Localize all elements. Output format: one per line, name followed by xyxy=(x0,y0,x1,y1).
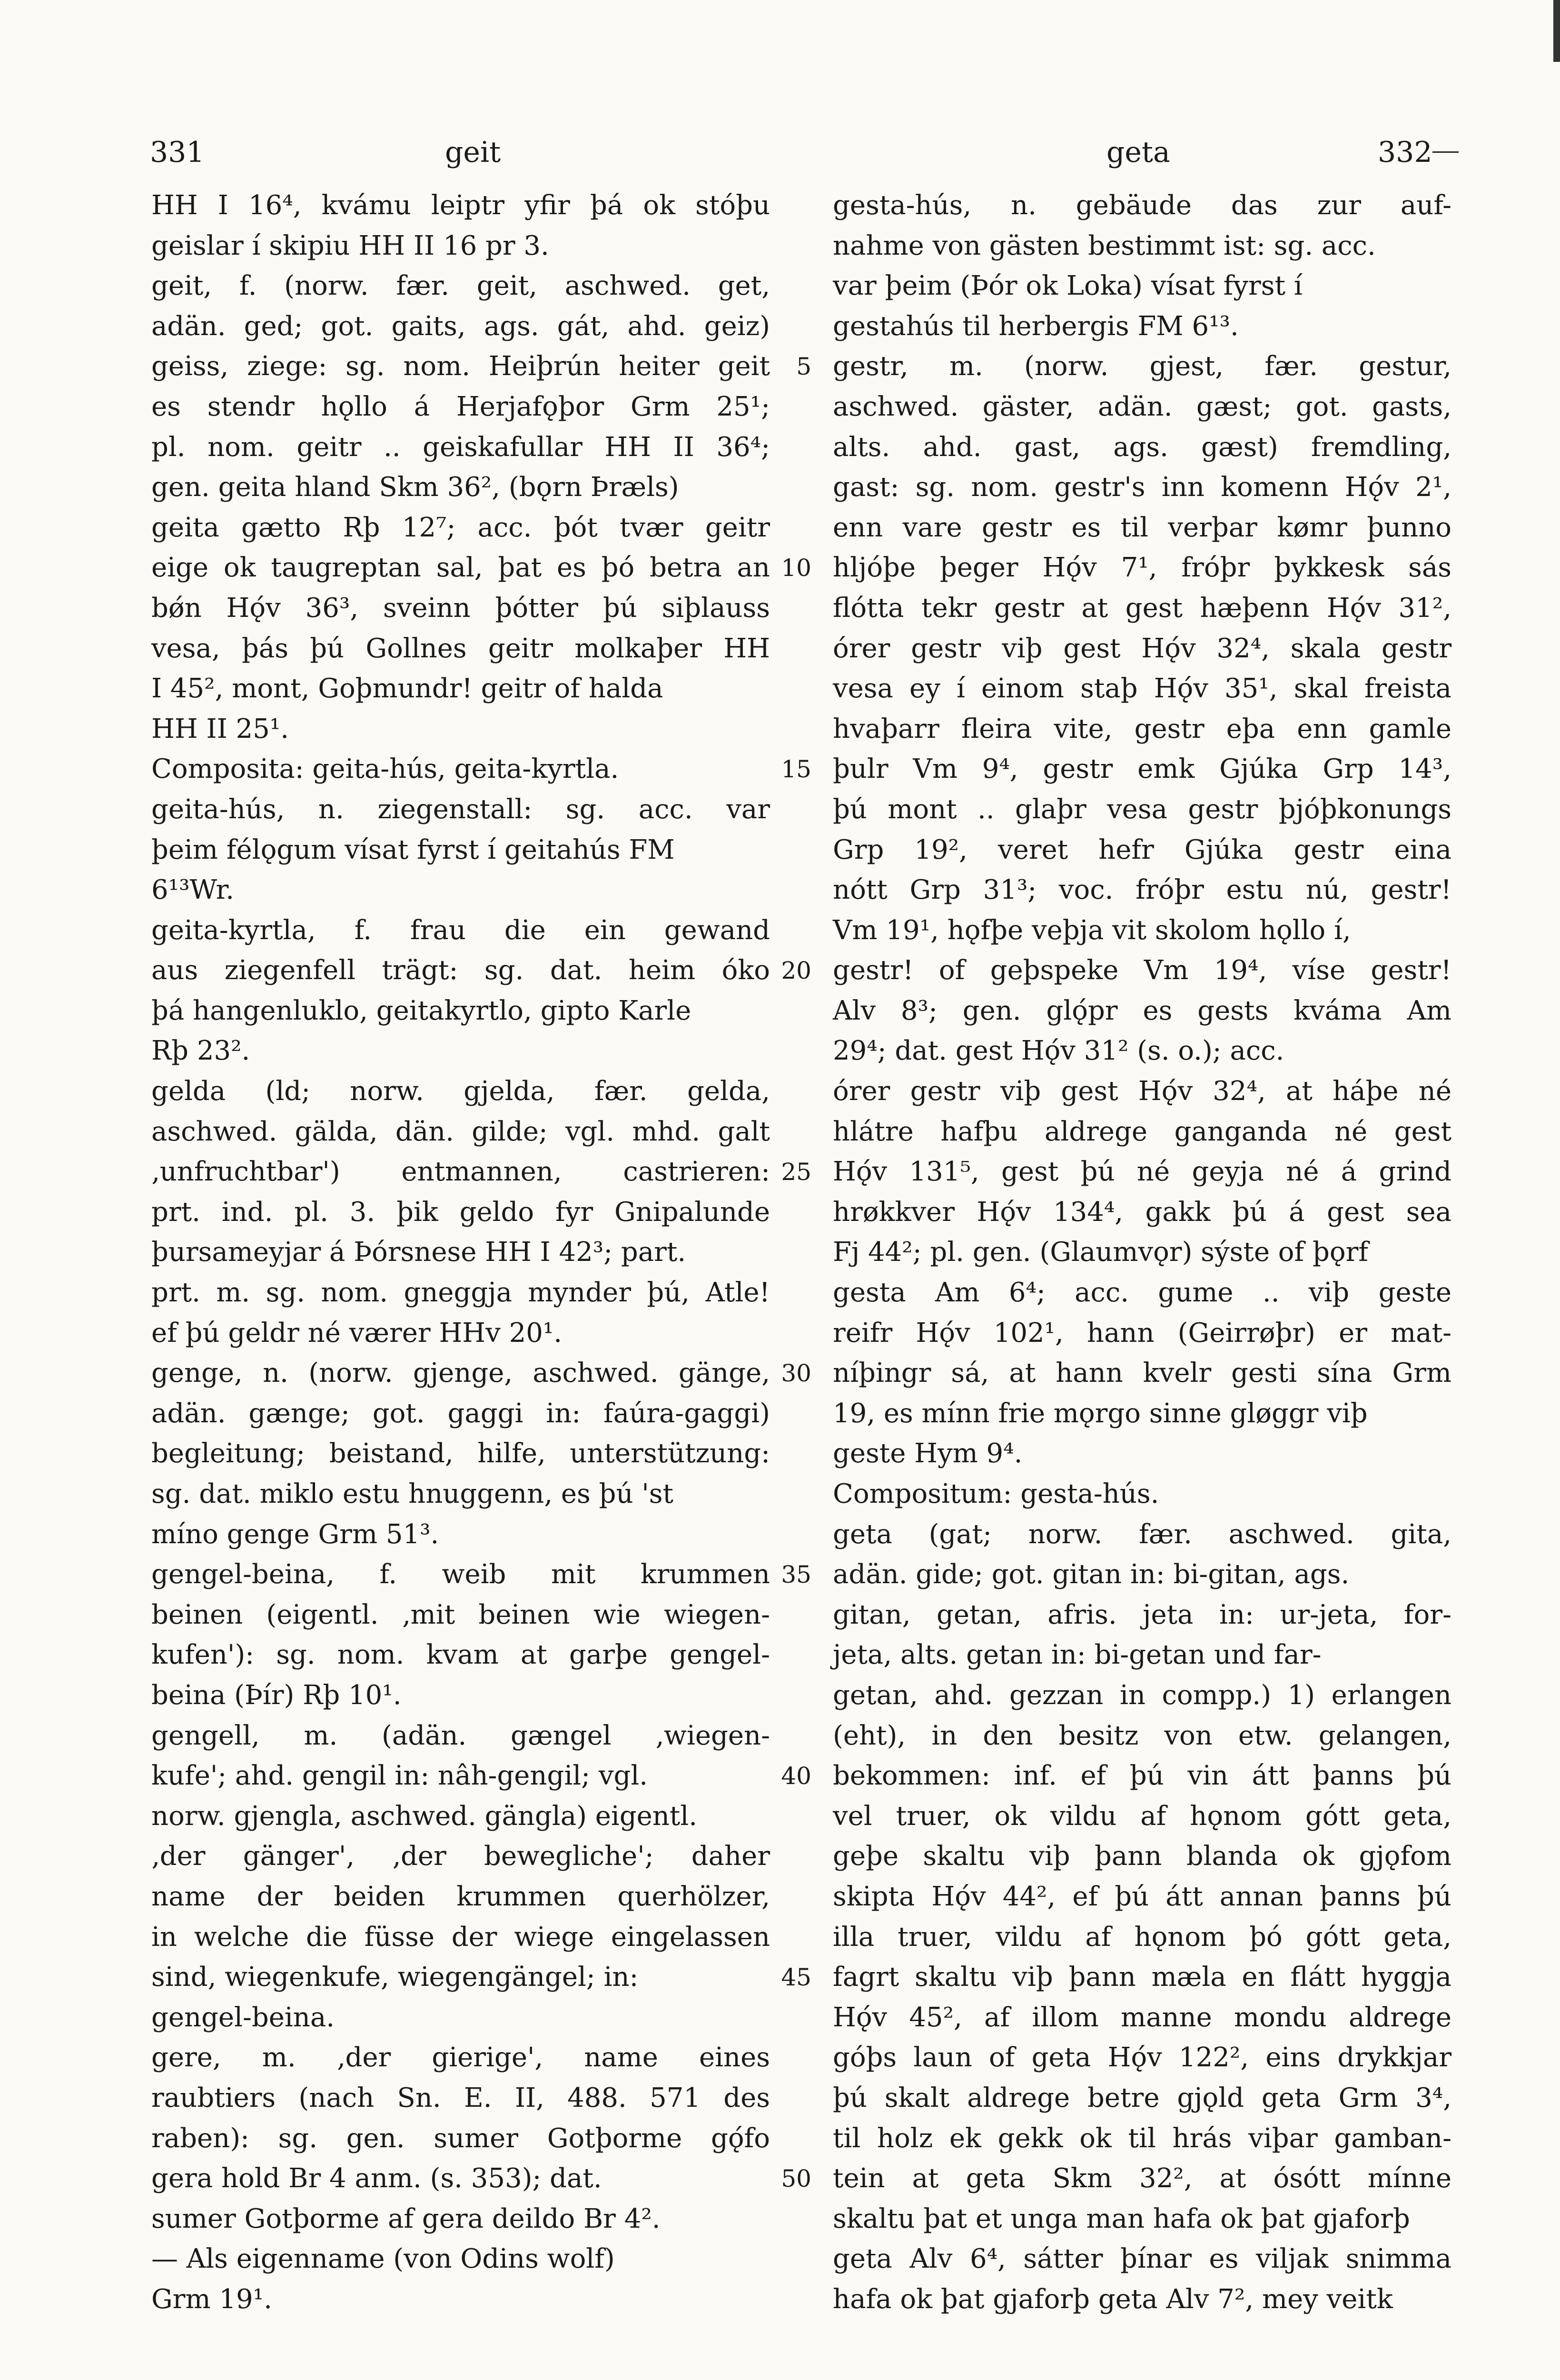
text-line: adän. gænge; got. gaggi in: faúra-gaggi) xyxy=(151,1398,770,1429)
text-line: 29⁴; dat. gest Hǫ́v 31² (s. o.); acc. xyxy=(833,1035,1284,1067)
text-line: prt. ind. pl. 3. þik geldo fyr Gnipalunde xyxy=(151,1196,770,1228)
text-line: geislar í skipiu HH II 16 pr 3. xyxy=(151,230,549,261)
text-line: nahme von gästen bestimmt ist: sg. acc. xyxy=(833,230,1376,261)
text-line: þulr Vm 9⁴, gestr emk Gjúka Grp 14³, xyxy=(833,754,1451,785)
text-line: ‚unfruchtbar') entmannen, castrieren: xyxy=(151,1156,770,1188)
text-line: getan, ahd. gezzan in compp.) 1) erlangen xyxy=(833,1679,1451,1711)
text-line: gestr! of geþspeke Vm 19⁴, víse gestr! xyxy=(833,955,1451,986)
text-line: gengell, m. (adän. gængel ‚wiegen- xyxy=(151,1720,770,1751)
text-line: adän. ged; got. gaits, ags. gát, ahd. geiz) xyxy=(151,310,770,342)
text-line: kufe'; ahd. gengil in: nâh-gengil; vgl. xyxy=(151,1760,648,1792)
text-line: pl. nom. geitr .. geiskafullar HH II 36⁴; xyxy=(151,431,770,463)
text-line: nótt Grp 31³; voc. fróþr estu nú, gestr! xyxy=(833,874,1451,906)
text-line: geta (gat; norw. fær. aschwed. gita, xyxy=(833,1518,1451,1550)
text-line: skaltu þat et unga man hafa ok þat gjaforþ xyxy=(833,2203,1410,2234)
text-line: geta Alv 6⁴, sátter þínar es viljak snimma xyxy=(833,2243,1451,2275)
text-line: þú mont .. glaþr vesa gestr þjóþkonungs xyxy=(833,793,1451,825)
text-line: reifr Hǫ́v 102¹, hann (Geirrøþr) er mat- xyxy=(833,1317,1451,1349)
text-line: geste Hym 9⁴. xyxy=(833,1438,1023,1469)
text-line: var þeim (Þór ok Loka) vísat fyrst í xyxy=(833,270,1303,302)
text-line: gestr, m. (norw. gjest, fær. gestur, xyxy=(833,351,1451,382)
line-number: 50 xyxy=(781,2165,811,2193)
text-line: (eht), in den besitz von etw. gelangen, xyxy=(833,1720,1451,1751)
text-line: begleitung; beistand, hilfe, unterstützung: xyxy=(151,1438,770,1469)
text-line: hlátre hafþu aldrege ganganda né gest xyxy=(833,1116,1451,1147)
text-line: HH II 25¹. xyxy=(151,713,289,744)
text-line: aus ziegenfell trägt: sg. dat. heim óko xyxy=(151,955,770,986)
text-line: Alv 8³; gen. glǫ́pr es gests kváma Am xyxy=(833,995,1451,1026)
text-line: gitan, getan, afris. jeta in: ur-jeta, for- xyxy=(833,1599,1451,1630)
text-line: Hǫ́v 45², af illom manne mondu aldrege xyxy=(833,2002,1451,2033)
text-line: eige ok taugreptan sal, þat es þó betra an xyxy=(151,552,770,584)
line-number: 30 xyxy=(781,1359,811,1388)
page-number-right: 332 xyxy=(1378,136,1432,169)
text-line: geita gætto Rþ 12⁷; acc. þót tvær geitr xyxy=(151,512,770,543)
text-line: þú skalt aldrege betre gjǫld geta Grm 3⁴, xyxy=(833,2082,1451,2113)
text-line: geita-kyrtla, f. frau die ein gewand xyxy=(151,914,770,946)
text-line: beinen (eigentl. ‚mit beinen wie wiegen- xyxy=(151,1599,770,1630)
text-line: gesta-hús, n. gebäude das zur auf- xyxy=(833,190,1451,221)
text-line: genge, n. (norw. gjenge, aschwed. gänge, xyxy=(151,1358,770,1389)
page-number-left: 331 xyxy=(150,136,205,169)
text-line: bekommen: inf. ef þú vin átt þanns þú xyxy=(833,1760,1451,1792)
text-line: kufen'): sg. nom. kvam at garþe gengel- xyxy=(151,1639,770,1671)
text-line: 6¹³Wr. xyxy=(151,874,234,906)
text-line: þá hangenluklo, geitakyrtlo, gipto Karle xyxy=(151,995,691,1026)
text-line: ef þú geldr né værer HHv 20¹. xyxy=(151,1317,563,1349)
text-line: norw. gjengla, aschwed. gängla) eigentl. xyxy=(151,1800,698,1832)
text-line: gelda (ld; norw. gjelda, fær. gelda, xyxy=(151,1076,770,1107)
line-number: 15 xyxy=(781,755,811,783)
text-line: flótta tekr gestr at gest hæþenn Hǫ́v 31², xyxy=(833,592,1451,624)
page-edge-mark xyxy=(1553,0,1560,62)
text-line: góþs laun of geta Hǫ́v 122², eins drykkjar xyxy=(833,2042,1451,2073)
text-line: in welche die füsse der wiege eingelassen xyxy=(151,1921,770,1953)
text-line: Fj 44²; pl. gen. (Glaumvǫr) sýste of þǫrf xyxy=(833,1237,1369,1268)
text-line: míno genge Grm 51³. xyxy=(151,1518,439,1550)
text-line: gen. geita hland Skm 36², (bǫrn Þræls) xyxy=(151,472,679,503)
text-line: níþingr sá, at hann kvelr gesti sína Grm xyxy=(833,1358,1451,1389)
text-line: I 45², mont, Goþmundr! geitr of halda xyxy=(151,673,663,704)
text-line: es stendr hǫllo á Herjafǫþor Grm 25¹; xyxy=(151,391,770,422)
line-number: 25 xyxy=(781,1158,811,1186)
text-line: skipta Hǫ́v 44², ef þú átt annan þanns þú xyxy=(833,1881,1451,1912)
text-line: adän. gide; got. gitan in: bi-gitan, ags. xyxy=(833,1559,1350,1590)
text-line: þursameyjar á Þórsnese HH I 42³; part. xyxy=(151,1237,686,1268)
text-line: gengel-beina, f. weib mit krummen xyxy=(151,1559,770,1590)
text-line: enn vare gestr es til verþar kømr þunno xyxy=(833,512,1451,543)
text-line: raben): sg. gen. sumer Gotþorme gǫ́fo xyxy=(151,2122,770,2154)
text-line: Vm 19¹, hǫfþe veþja vit skolom hǫllo í, xyxy=(833,914,1351,946)
text-line: aschwed. gäster, adän. gæst; got. gasts, xyxy=(833,391,1451,422)
text-line: vel truer, ok vildu af hǫnom gótt geta, xyxy=(833,1800,1451,1832)
text-line: þeim félǫgum vísat fyrst í geitahús FM xyxy=(151,834,675,865)
text-line: órer gestr viþ gest Hǫ́v 32⁴, skala gestr xyxy=(833,633,1451,664)
text-line: sind, wiegenkufe, wiegengängel; in: xyxy=(151,1962,639,1993)
text-line: sumer Gotþorme af gera deildo Br 4². xyxy=(151,2203,661,2234)
text-line: vesa ey í einom staþ Hǫ́v 35¹, skal freista xyxy=(833,673,1451,704)
text-line: til holz ek gekk ok til hrás viþar gamban- xyxy=(833,2122,1451,2154)
text-line: gesta Am 6⁴; acc. gume .. viþ geste xyxy=(833,1277,1451,1309)
text-line: órer gestr viþ gest Hǫ́v 32⁴, at háþe né xyxy=(833,1076,1451,1107)
text-line: Composita: geita-hús, geita-kyrtla. xyxy=(151,754,619,785)
text-line: illa truer, vildu af hǫnom þó gótt geta, xyxy=(833,1921,1451,1953)
text-line: hvaþarr fleira vite, gestr eþa enn gamle xyxy=(833,713,1451,744)
text-line: gera hold Br 4 anm. (s. 353); dat. xyxy=(151,2163,602,2194)
text-line: HH I 16⁴, kvámu leiptr yfir þá ok stóþu xyxy=(151,190,770,221)
text-line: Grm 19¹. xyxy=(151,2283,272,2315)
running-head-left: geit xyxy=(445,136,501,169)
text-line: name der beiden krummen querhölzer, xyxy=(151,1881,770,1912)
text-line: raubtiers (nach Sn. E. II, 488. 571 des xyxy=(151,2082,770,2113)
text-line: geþe skaltu viþ þann blanda ok gjǫfom xyxy=(833,1841,1451,1872)
text-line: alts. ahd. gast, ags. gæst) fremdling, xyxy=(833,431,1451,463)
text-line: vesa, þás þú Gollnes geitr molkaþer HH xyxy=(151,633,770,664)
text-line: ‚der gänger', ‚der bewegliche'; daher xyxy=(151,1841,770,1872)
line-number: 45 xyxy=(781,1964,811,1992)
text-line: aschwed. gälda, dän. gilde; vgl. mhd. galt xyxy=(151,1116,770,1147)
text-line: geit, f. (norw. fær. geit, aschwed. get, xyxy=(151,270,770,302)
text-line: 19, es mínn frie mǫrgo sinne gløggr viþ xyxy=(833,1398,1368,1429)
running-head-right: geta xyxy=(1106,136,1170,169)
text-line: hrøkkver Hǫ́v 134⁴, gakk þú á gest sea xyxy=(833,1196,1451,1228)
line-number: 35 xyxy=(781,1561,811,1589)
text-line: fagrt skaltu viþ þann mæla en flátt hyggja xyxy=(833,1962,1451,1993)
text-line: hafa ok þat gjaforþ geta Alv 7², mey veitk xyxy=(833,2283,1393,2315)
text-line: gere, m. ‚der gierige', name eines xyxy=(151,2042,770,2073)
line-number: 20 xyxy=(781,957,811,985)
text-line: prt. m. sg. nom. gneggja mynder þú, Atle! xyxy=(151,1277,770,1309)
text-line: — Als eigenname (von Odins wolf) xyxy=(151,2243,615,2275)
text-line: Compositum: gesta-hús. xyxy=(833,1478,1159,1509)
text-line: gengel-beina. xyxy=(151,2002,335,2033)
text-line: jeta, alts. getan in: bi-getan und far- xyxy=(833,1639,1322,1671)
text-line: gestahús til herbergis FM 6¹³. xyxy=(833,310,1239,342)
text-line: Hǫ́v 131⁵, gest þú né geyja né á grind xyxy=(833,1156,1451,1188)
line-number: 5 xyxy=(796,353,811,381)
right-column xyxy=(833,186,1451,2320)
text-line: geiss, ziege: sg. nom. Heiþrún heiter geit xyxy=(151,351,770,382)
text-line: beina (Þír) Rþ 10¹. xyxy=(151,1679,402,1711)
line-number: 10 xyxy=(781,554,811,582)
text-line: gast: sg. nom. gestr's inn komenn Hǫ́v 2¹, xyxy=(833,472,1451,503)
text-line: tein at geta Skm 32², at ósótt mínne xyxy=(833,2163,1451,2194)
text-line: geita-hús, n. ziegenstall: sg. acc. var xyxy=(151,793,770,825)
text-line: sg. dat. miklo estu hnuggenn, es þú 'st xyxy=(151,1478,673,1509)
text-line: Grp 19², veret hefr Gjúka gestr eina xyxy=(833,834,1451,865)
header-rule xyxy=(1432,151,1459,153)
left-column xyxy=(151,186,770,2320)
line-number: 40 xyxy=(781,1762,811,1790)
text-line: hljóþe þeger Hǫ́v 7¹, fróþr þykkesk sás xyxy=(833,552,1451,584)
text-line: Rþ 23². xyxy=(151,1035,250,1067)
text-line: bǿn Hǫ́v 36³, sveinn þótter þú siþlauss xyxy=(151,592,770,624)
